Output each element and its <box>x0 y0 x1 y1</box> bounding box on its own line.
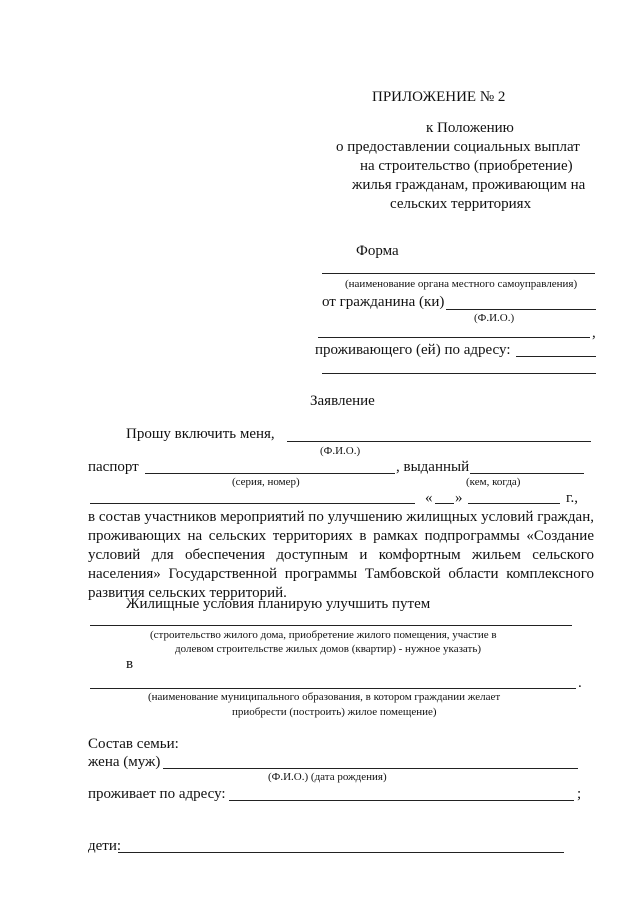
from-citizen-line[interactable] <box>446 309 596 310</box>
spouse-address-semicolon: ; <box>577 786 582 802</box>
spouse-hint: (Ф.И.О.) (дата рождения) <box>268 771 387 783</box>
issued-label: , выданный <box>396 459 470 475</box>
quote-open: « <box>425 490 433 506</box>
day-line[interactable] <box>435 503 454 504</box>
method-hint-2: долевом строительстве жилых домов (квартир) - нужное указать) <box>175 643 482 655</box>
request-fio-line[interactable] <box>287 441 591 442</box>
request-fio-hint: (Ф.И.О.) <box>320 445 361 457</box>
month-year-line[interactable] <box>468 503 560 504</box>
municipality-period: . <box>578 675 582 691</box>
passport-number-line[interactable] <box>145 473 395 474</box>
organ-name-hint: (наименование органа местного самоуправления) <box>345 278 578 290</box>
children-line[interactable] <box>118 852 564 853</box>
issued-by-line[interactable] <box>470 473 584 474</box>
fio-continuation-line[interactable] <box>318 337 590 338</box>
year-suffix: г., <box>566 490 578 506</box>
series-hint: (серия, номер) <box>232 476 300 488</box>
ref-line-3: на строительство (приобретение) <box>360 158 573 174</box>
housing-improve-text: Жилищные условия планирую улучшить путем <box>126 596 431 612</box>
housing-method-line[interactable] <box>90 625 572 626</box>
children-label: дети: <box>88 838 122 854</box>
ref-line-5: сельских территориях <box>390 196 532 212</box>
ref-line-1: к Положению <box>426 120 514 136</box>
fio-comma: , <box>592 325 596 341</box>
spouse-line[interactable] <box>163 768 578 769</box>
request-text: Прошу включить меня, <box>126 426 275 442</box>
quote-close: » <box>455 490 463 506</box>
passport-label: паспорт <box>88 459 139 475</box>
municipality-hint-1: (наименование муниципального образования, в котором граждании желает <box>148 691 501 703</box>
from-fio-hint: (Ф.И.О.) <box>474 312 515 324</box>
municipality-line[interactable] <box>90 688 576 689</box>
address-line-2[interactable] <box>322 373 596 374</box>
method-hint-1: (строительство жилого дома, приобретение жилого помещения, участие в <box>150 629 497 641</box>
lives-at-label: проживает по адресу: <box>88 786 226 802</box>
statement-title: Заявление <box>310 393 375 409</box>
in-label: в <box>126 656 134 672</box>
spouse-label: жена (муж) <box>88 754 161 770</box>
organ-name-line[interactable] <box>322 273 595 274</box>
appendix-title: ПРИЛОЖЕНИЕ № 2 <box>372 89 506 105</box>
address-line-1[interactable] <box>516 356 596 357</box>
spouse-address-line[interactable] <box>229 800 574 801</box>
issued-by-continuation-line[interactable] <box>90 503 415 504</box>
program-paragraph: в состав участников мероприятий по улучшению жилищных условий граждан, проживающих на сельских территориях в рамках подпрограммы «Создание условий для обеспечения доступным и комфортным жильем сельского населения» Государственной программы Тамбовской области комплексного развития сельских территорий. <box>88 509 594 601</box>
municipality-hint-2: приобрести (построить) жилое помещение) <box>232 706 437 718</box>
family-heading: Состав семьи: <box>88 736 179 752</box>
ref-line-2: о предоставлении социальных выплат <box>336 139 580 155</box>
from-citizen-label: от гражданина (ки) <box>322 294 445 310</box>
address-label: проживающего (ей) по адресу: <box>315 342 511 358</box>
issuer-hint: (кем, когда) <box>466 476 521 488</box>
form-label: Форма <box>356 243 399 259</box>
ref-line-4: жилья гражданам, проживающим на <box>352 177 586 193</box>
